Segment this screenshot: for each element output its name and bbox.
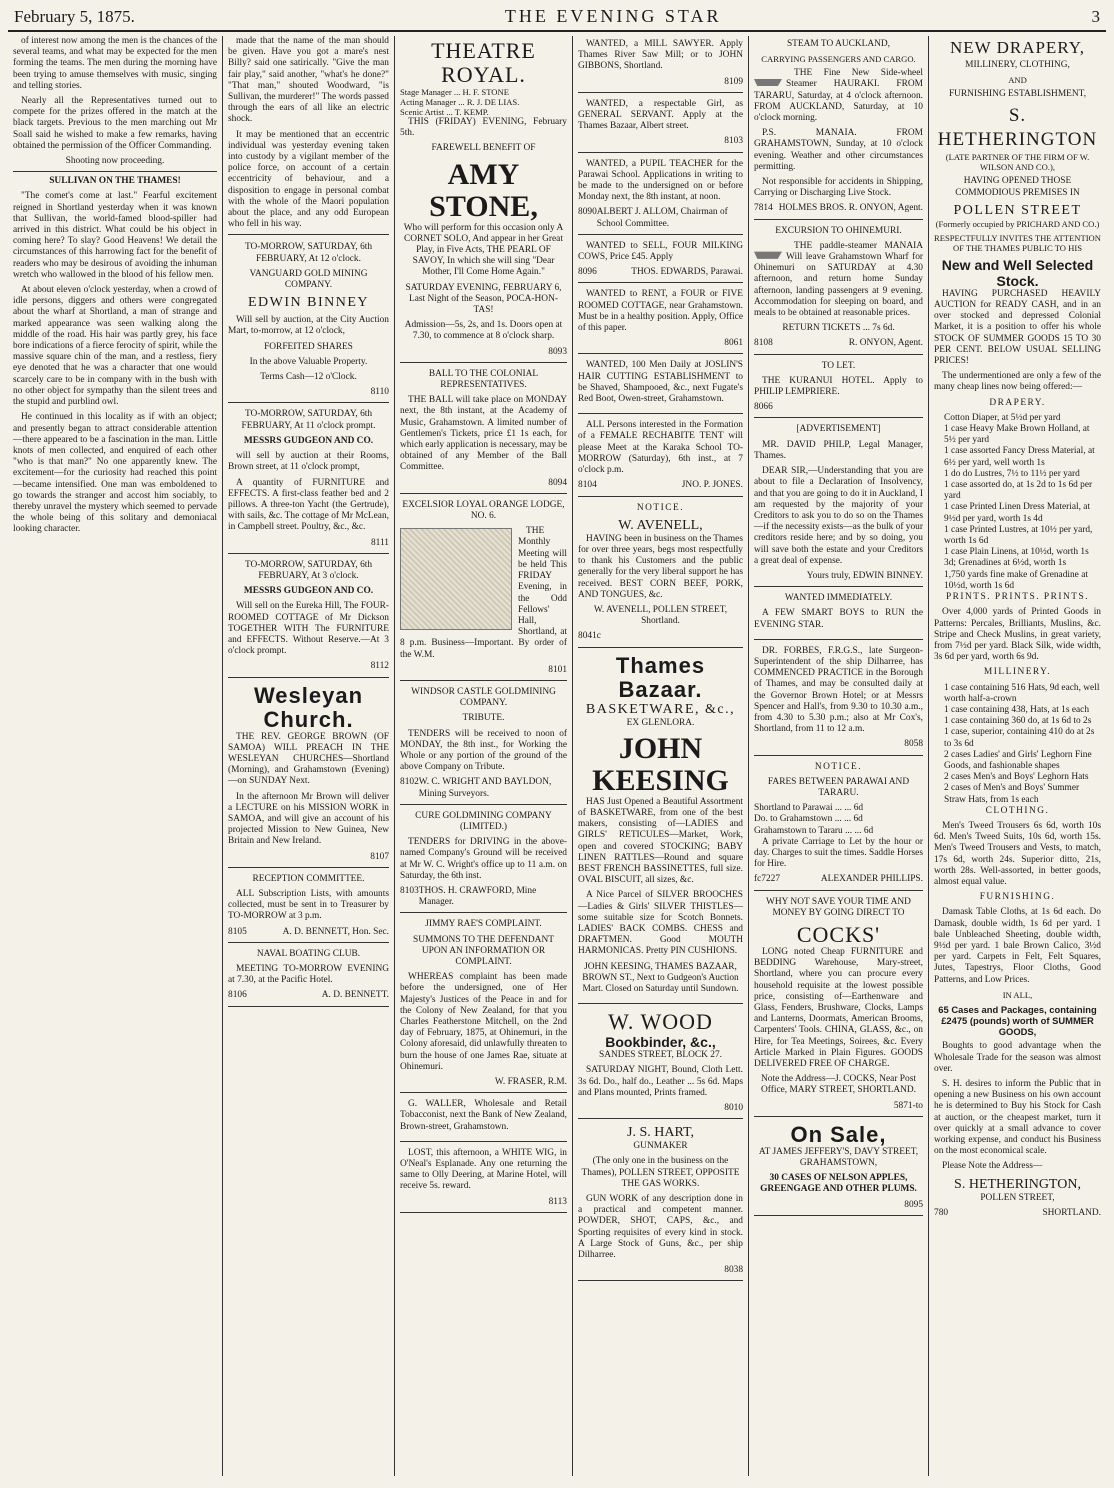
ad-hart xyxy=(578,1122,743,1281)
ad-body: Over 4,000 yards of Printed Goods in Patterns: Percales, Brilliants, Muslins, &c. Stripe and Check Muslins, in great variety, from 7½d per yard. Black Silk, wide width, 3s 6d per yard, worth 6s 9d. xyxy=(934,607,1101,663)
article-paragraph: made that the name of the man should be given. Have you got a mare's nest Billy? said one satirically. "Give the man fair play," said another, "what's he done?" "That man," shouted Woodward, "is Sullivan, the murderer!" The words passed through the ears of all like an electric shock. xyxy=(228,36,389,125)
ad-address: POLLEN STREET, xyxy=(980,1192,1055,1203)
performer-name: AMY STONE, xyxy=(429,157,538,223)
ad-subtitle: Bookbinder, &c., xyxy=(605,1034,716,1051)
ad-body: THE Fine New Side-wheel Steamer HAURAKI. FROM TARARU, Saturday, at 4 o'clock afternoon. FROM AUCKLAND, Saturday, at 10 o'clock morning. xyxy=(754,68,923,124)
ad-fares xyxy=(754,759,923,891)
ad-reception xyxy=(228,871,389,943)
section-heading: FURNISHING. xyxy=(979,892,1056,903)
article-paragraph: Nearly all the Representatives turned out to compete for the prizes offered in the match at the black targets. Previous to the men marching out Mr Soall said he wished to make a few remarks, having obtained the permission of the Officer Commanding. xyxy=(13,96,217,151)
ad-body: A private Carriage to Let by the hour or day. Charges to suit the times. Saddle Horses for Hire. xyxy=(754,836,923,870)
ad-keesing xyxy=(578,651,743,1005)
ad-title: EXCURSION TO OHINEMURI. xyxy=(775,225,902,236)
ad-body: GUN WORK of any description done in a practical and competent manner. POWDER, SHOT, CAPS, &c., and Sporting requisites of every kind in stock. A Large Stock of Guns, &c., per ship Dilharree. xyxy=(578,1194,743,1261)
issue-date: February 5, 1875. xyxy=(14,7,135,26)
ad-subtitle: FORFEITED SHARES xyxy=(264,341,353,352)
ad-subtitle: GUNMAKER xyxy=(633,1141,688,1152)
list-item: 2 cases Men's and Boys' Leghorn Hats xyxy=(944,772,1089,783)
ad-gudgeon-1 xyxy=(228,406,389,553)
newspaper-title: THE EVENING STAR xyxy=(504,6,722,26)
ad-address: SHORTLAND. xyxy=(1042,1207,1101,1218)
ad-subtitle: FAREWELL BENEFIT OF xyxy=(431,143,536,154)
ad-body: DR. FORBES, F.R.G.S., late Surgeon-Superintendent of the ship Dilharree, has COMMENCED PRACTICE in the Borough of Thames, and may be consulted daily at the Governor Brown Hotel; or at Messrs Spencer and Hall's, from 9.30 to 10.30 a.m., from 4.30 to 5.30 p.m.; also at Mr Cox's, Shortland, from 11 to 12 a.m. xyxy=(754,645,923,735)
ad-number: 8105 xyxy=(228,926,247,937)
ad-subtitle: FARES BETWEEN PARAWAI AND TARARU. xyxy=(767,776,910,798)
ad-title: CURE GOLDMINING COMPANY (LIMITED.) xyxy=(415,810,552,832)
ad-title: VANGUARD GOLD MINING COMPANY. xyxy=(249,268,368,291)
ad-title: JIMMY RAE'S COMPLAINT. xyxy=(425,919,542,930)
ad-body: S. H. desires to inform the Public that in opening a new Business on his own account he is determined to Buy his Stock for Cash at auction, or the cheapest market, turn it over quickly at a small advance to cover working expense, and conduct his Business on the most economical scale. xyxy=(934,1079,1101,1157)
ad-title: NOTICE. xyxy=(814,761,863,772)
ad-note: IN ALL, xyxy=(1002,989,1033,1000)
merchant-name: JOHN KEESING xyxy=(592,731,729,797)
merchant-name: S. HETHERINGTON, xyxy=(954,1176,1081,1192)
section-heading: PRINTS. PRINTS. PRINTS. xyxy=(945,592,1090,603)
ad-address: JOHN KEESING, THAMES BAZAAR, BROWN ST., Next to Gudgeon's Auction Mart. Closed on Saturday until Sundown. xyxy=(582,961,739,994)
ad-title: NAVAL BOATING CLUB. xyxy=(256,948,361,959)
ad-title: On Sale, xyxy=(790,1121,887,1147)
ad-subtitle: BASKETWARE, &c., xyxy=(585,701,736,717)
ad-body: WANTED to RENT, a FOUR or FIVE ROOMED COTTAGE, near Grahamstown. Must be in a healthy position. Apply, Office of this paper. xyxy=(578,289,743,334)
section-heading: CLOTHING. xyxy=(985,805,1050,816)
list-item: 2 cases of Men's and Boys' Summer Straw Hats, from 1s each xyxy=(944,783,1080,805)
ad-body: THIS (FRIDAY) EVENING, February 5th. xyxy=(400,117,567,139)
ad-body: Admission—5s, 2s, and 1s. Doors open at 7.30, to commence at 8 o'clock sharp. xyxy=(404,320,563,342)
ad-headline: New and Well Selected Stock. xyxy=(941,256,1094,289)
ad-to-let xyxy=(754,358,923,419)
ad-body: The undermentioned are only a few of the many cheap lines now being offered:— xyxy=(934,371,1101,393)
ad-number: 8093 xyxy=(548,346,567,357)
ad-address: (The only one in the business on the Thames), POLLEN STREET, OPPOSITE THE GAS WORKS. xyxy=(581,1156,740,1189)
list-item: Cotton Diaper, at 5½d per yard xyxy=(944,412,1061,423)
merchant-name: S. HETHERINGTON xyxy=(937,105,1098,151)
column-2 xyxy=(223,36,395,1476)
list-item: 1,750 yards fine make of Grenadine at 10½d, worth 1s 6d xyxy=(944,569,1088,591)
merchant-name: W. WOOD xyxy=(608,1009,713,1035)
section-heading: DRAPERY. xyxy=(989,397,1046,408)
ad-label: [ADVERTISEMENT] xyxy=(796,424,881,435)
ad-number: 8058 xyxy=(904,739,923,750)
ad-body: ALL Persons interested in the Formation of a FEMALE RECHABITE TENT will please Meet at the Karaka School TO-MORROW (Saturday), 6th inst., at 7 o'clock p.m. xyxy=(578,420,743,476)
ad-body: THE REV. GEORGE BROWN (OF SAMOA) WILL PREACH IN THE WESLEYAN CHURCHES—Shortland (Morning), and Grahamstown (Evening)—on SUNDAY Next. xyxy=(228,731,389,787)
ad-number: 8010 xyxy=(724,1103,743,1113)
ad-number: 8041c xyxy=(578,631,601,642)
columns xyxy=(8,36,1106,1476)
ad-number: 8103 xyxy=(400,885,419,896)
ad-title: WINDSOR CASTLE GOLDMINING COMPANY. xyxy=(411,686,556,709)
ad-body: Will sell on the Eureka Hill, The FOUR-ROOMED COTTAGE of Mr Dickson TOGETHER WITH The FURNITURE and EFFECTS. Without Reserve.—At 3 o'clock prompt. xyxy=(228,601,389,657)
ad-vanguard xyxy=(228,239,389,403)
ad-number: 8101 xyxy=(548,664,567,675)
ad-naval xyxy=(228,946,389,1007)
ad-signature: W. FRASER, R.M. xyxy=(494,1077,567,1088)
ad-number: 8107 xyxy=(370,851,389,862)
ad-philp-letter xyxy=(754,421,923,587)
ad-gudgeon-2 xyxy=(228,557,389,678)
theatre-staff-2: Scenic Artist ... T. KEMP. xyxy=(400,107,489,117)
ad-waller xyxy=(400,1096,567,1142)
ad-subtitle: MILLINERY, CLOTHING, xyxy=(965,60,1070,70)
ad-number: 8095 xyxy=(904,1199,923,1210)
ad-body: will sell by auction at their Rooms, Brown street, at 11 o'clock prompt, xyxy=(228,451,389,473)
ad-rent xyxy=(578,286,743,354)
ad-body: G. WALLER, Wholesale and Retail Tobacconist, next the Bank of New Zealand, Brown-street, Grahamstown. xyxy=(400,1099,567,1132)
ad-wesleyan xyxy=(228,681,389,868)
ad-lodge xyxy=(400,497,567,681)
article-paragraph: He continued in this locality as if with an object; and presently began to attract considerable attention—there appeared to be a fascination in the man. Little knots of men collected, and enquired of each other "who is that man?" No one apparently knew. The excitement—for the curiosity had reached this point—became intensified. One man was emboldened to go towards the stranger and accost him sociably, to thereby unravel the mystery which seemed to pervade the whole being of this solitary and demoniacal looking character. xyxy=(13,412,217,535)
ad-number: 8038 xyxy=(724,1265,743,1276)
ad-date: TO-MORROW, SATURDAY, 6th FEBRUARY, At 3 o'clock. xyxy=(244,559,373,581)
column-6 xyxy=(929,36,1106,1476)
ad-title: Wesleyan Church. xyxy=(253,682,364,732)
column-1 xyxy=(8,36,223,1476)
list-item: 2 cases Ladies' and Girls' Leghorn Fine Goods, and fashionable shapes xyxy=(944,749,1092,771)
ad-body: In the afternoon Mr Brown will deliver a LECTURE on his MISSION WORK in SAMOA, and will give an account of his projected Mission to New Guinea, New Britain and New Ireland. xyxy=(228,791,389,847)
ad-street: POLLEN STREET xyxy=(953,202,1082,218)
ad-cure xyxy=(400,808,567,914)
ad-body: THE paddle-steamer MANAIA Will leave Grahamstown Wharf for Ohinemuri on SATURDAY at 4.30 afternoon, and return home Sunday afternoon, landing passengers at 9 evening. Accommodation for sleeping on board, and meals to be obtained at reasonable prices. xyxy=(754,240,923,319)
ad-number: 8108 xyxy=(754,338,773,349)
article-paragraph: of interest now among the men is the chances of the several teams, and what may be expected for the men forming the teams. The men during the morning have been trying to amuse themselves with music, singing and telling stories. xyxy=(13,36,217,91)
ad-body: WANTED, a respectable Girl, as GENERAL SERVANT. Apply at the Thames Bazaar, Albert street. xyxy=(578,98,743,132)
ad-body: P.S. MANAIA. FROM GRAHAMSTOWN, Sunday, at 10 o'clock evening. Weather and other circumstances permitting. xyxy=(754,128,923,172)
ad-body: HAVING been in business on the Thames for over three years, begs most respectfully to thank his Customers and the public generally for the very liberal support he has received. BEST CORN BEEF, PORK, AND TONGUES, &c. xyxy=(578,533,743,600)
masthead xyxy=(8,6,1106,32)
ad-title: NEW DRAPERY, xyxy=(949,38,1086,57)
ad-signature: HOLMES BROS. R. ONYON, Agent. xyxy=(778,203,923,214)
ad-title: NOTICE. xyxy=(636,502,685,513)
list-item: 1 case Plain Linens, at 10½d, worth 1s 3d; Grenadines at 6½d, worth 1s xyxy=(944,547,1089,569)
merchant-name: COCKS' xyxy=(796,922,881,947)
ad-address: Note the Address—J. COCKS, Near Post Office, MARY STREET, SHORTLAND. xyxy=(761,1074,916,1096)
ad-body: THE BALL will take place on MONDAY next, the 8th instant, at the Academy of Music, Grahamstown. A limited number of Gentlemen's Tickets, price £1 1s each, for which early application is necessary, may be obtained of any Member of the Ball Committee. xyxy=(400,395,567,473)
ad-lost xyxy=(400,1145,567,1213)
merchant-name: J. S. HART, xyxy=(627,1125,694,1141)
ad-pupil-teacher xyxy=(578,156,743,235)
ad-signature: R. ONYON, Agent. xyxy=(848,338,923,349)
ad-number: 8090 xyxy=(578,207,597,218)
ad-note: (LATE PARTNER OF THE FIRM OF W. WILSON AND CO.), xyxy=(945,152,1090,173)
ad-address: AT JAMES JEFFERY'S, DAVY STREET, GRAHAMSTOWN, xyxy=(758,1146,919,1169)
ad-note: Please Note the Address— xyxy=(942,1161,1043,1172)
ad-number: 8110 xyxy=(370,387,389,398)
ad-body: WANTED to SELL, FOUR MILKING COWS, Price £45. Apply xyxy=(578,240,743,263)
ad-subtitle: AND xyxy=(1008,75,1027,86)
ad-subtitle: SUMMONS TO THE DEFENDANT UPON AN INFORMATION OR COMPLAINT. xyxy=(413,934,554,967)
ad-title: BALL TO THE COLONIAL REPRESENTATIVES. xyxy=(428,368,539,391)
list-item: 1 case assorted Fancy Dress Material, at 6½ per yard, well worth 1s xyxy=(944,446,1095,468)
article-paragraph: "The comet's come at last." Fearful excitement reigned in Shortland yesterday when it was known that Sullivan, the world-famed blood-spiller had arrived in this district. What could be his object in coming here? To slay? Good Heavens! We detail the circumstances of this harrowing fact for the benefit of readers who may be desirous of avoiding the inhuman wretch who wallowed in the blood of his fellow men. xyxy=(13,191,217,280)
ad-number: 8103 xyxy=(724,136,743,147)
ad-body: SATURDAY EVENING, FEBRUARY 6, Last Night of the Season, POCA-HON-TAS! xyxy=(405,282,562,316)
ad-body: HAS Just Opened a Beautiful Assortment of BASKETWARE, from one of the best makers, consisting of—LADIES and GIRLS' RETICULES—Market, Work, open and covered STOCKING; BABY LINEN RATTLES—Round and square BEST FRENCH BASSINETTES, full size. OVAL BISCUIT, all sizes, &c. xyxy=(578,796,743,886)
ad-body: Will sell by auction, at the City Auction Mart, to-morrow, at 12 o'clock, xyxy=(228,315,389,337)
ad-body: WANTED, a MILL SAWYER. Apply Thames River Saw Mill; or to JOHN GIBBONS, Shortland. xyxy=(578,39,743,72)
ad-number: 8113 xyxy=(548,1196,567,1207)
ad-title: TO LET. xyxy=(821,360,856,371)
ad-excursion xyxy=(754,223,923,355)
ad-signature: A. D. BENNETT. xyxy=(321,990,389,1001)
ad-number: 8112 xyxy=(370,661,389,672)
list-item: 1 case assorted do, at 1s 2d to 1s 6d per yard xyxy=(944,480,1093,502)
article-paragraph: It may be mentioned that an eccentric individual was yesterday evening taken into custody by a vigilant member of the police force, on account of a certain eccentricity of behaviour, and a disposition to engage in personal combat with the whole of the Maori population about the place, and any odd European who fell in his way. xyxy=(228,129,389,230)
ad-signature: Yours truly, EDWIN BINNEY. xyxy=(806,570,923,581)
list-item: 1 case containing 516 Hats, 9d each, well worth half-a-crown xyxy=(944,682,1100,704)
ad-body: Men's Tweed Trousers 6s 6d, worth 10s 6d. Men's Tweed Suits, 10s 6d, worth 15s. Men's Tweed Trousers and Vests, to match, 17s 6d, worth 24s. Superior ditto, 21s, worth 28s. Well-assorted, in better goods, almost equal value. xyxy=(934,820,1101,887)
ad-note: RESPECTFULLY INVITES THE ATTENTION OF THE THAMES PUBLIC TO HIS xyxy=(934,232,1101,253)
ad-ball xyxy=(400,366,567,494)
ad-title: Thames Bazaar. xyxy=(615,652,706,702)
ad-body: HAVING PURCHASED HEAVILY AUCTION for READY CASH, and in an over stocked and depressed Colonial Market, it is a position to offer his whole STOCK OF SUMMER GOODS 15 TO 30 PER CENT. BELOW USUAL SELLING PRICES! xyxy=(934,288,1101,367)
ad-signature: ALBERT J. ALLOM, Chairman of School Committee. xyxy=(596,207,728,229)
ad-tickets: RETURN TICKETS ... 7s 6d. xyxy=(782,323,895,334)
ad-subtitle: CARRYING PASSENGERS AND CARGO. xyxy=(761,54,916,65)
ad-body: SATURDAY NIGHT, Bound, Cloth Lett. 3s 6d. Do., half do., Leather ... 5s 6d. Maps and Plans mounted, Prints framed. xyxy=(578,1065,743,1098)
ad-body: LONG noted Cheap FURNITURE and BEDDING Warehouse, Mary-street, Shortland, where you can procure every household requisite at the lowest possible price, consisting of—Earthenware and Glass, Fenders, Brushware, Clocks, Lamps and Lanterns, Doormats, American Brooms, Carpenters' Tools. CHINA, GLASS, &c., on Hire, for Tea Meetings, Soirees, &c. Every Article Marked in Plain Figures. GOODS DELIVERED FREE OF CHARGE. xyxy=(754,947,923,1070)
theatre-staff-0: Stage Manager ... H. F. STONE xyxy=(400,87,509,97)
list-item: 1 do do Lustres, 7½ to 11½ per yard xyxy=(944,468,1080,479)
ad-subtitle: In the above Valuable Property. xyxy=(249,356,368,367)
list-item: 1 case containing 360 do, at 1s 6d to 2s xyxy=(944,716,1092,727)
ad-title: THEATRE ROYAL. xyxy=(431,38,536,87)
ad-number: 7814 xyxy=(754,203,773,214)
list-item: 1 case Heavy Make Brown Holland, at 5½ per yard xyxy=(944,424,1090,446)
ad-subtitle: TRIBUTE. xyxy=(462,713,505,724)
ad-title: RECEPTION COMMITTEE. xyxy=(252,873,365,884)
fare-row: Shortland to Parawai ... ... 6d xyxy=(754,803,864,814)
column-5 xyxy=(749,36,929,1476)
ad-signature: W. C. WRIGHT AND BAYLDON, Mining Surveyors. xyxy=(418,777,552,799)
article-paragraph: Shooting now proceeding. xyxy=(65,156,165,167)
ad-body: THE KURANUI HOTEL. Apply to PHILIP LEMPRIERE. xyxy=(754,375,923,398)
ad-number: 8066 xyxy=(754,402,773,413)
ad-items: A quantity of FURNITURE and EFFECTS. A first-class feather bed and 2 pillows. A three-ton Yacht (the Gertrude), with sails, &c. The cottage of Mr McLean, in Campbell street. Poultry, &c., &c. xyxy=(228,477,389,533)
ad-cows xyxy=(578,238,743,284)
ad-body: WHEREAS complaint has been made before the undersigned, one of Her Majesty's Justices of the Peace in and for the Colony of New Zealand, for that you Charles Featherstone Mitchell, on the 2nd day of February, 1875, at Ohinemuri, in the Colony aforesaid, did unlawfully threaten to burn the house of one James Rae, situate at Ohinemuri. xyxy=(400,972,567,1072)
ad-number: 8096 xyxy=(578,267,597,278)
ad-boys xyxy=(754,590,923,640)
ad-title: MR. DAVID PHILP, Legal Manager, Thames. xyxy=(754,439,923,461)
ad-terms: Terms Cash—12 o'Clock. xyxy=(260,372,357,383)
ad-number: 8111 xyxy=(370,537,389,548)
list-item: 1 case Printed Linen Dress Material, at 9½d per yard, worth 1s 4d xyxy=(944,502,1091,524)
ad-number: fc7227 xyxy=(754,874,781,885)
list-item: 1 case, superior, containing 410 do at 2s to 3s 6d xyxy=(944,727,1095,749)
ad-cocks xyxy=(754,894,923,1117)
ad-windsor xyxy=(400,684,567,805)
theatre-staff-1: Acting Manager ... R. J. DE LIAS. xyxy=(400,97,520,107)
ad-body: Who will perform for this occasion only A CORNET SOLO, And appear in her Great Play, in Five Acts, THE PEARL OF SAVOY, In which she will sing "Dear Mother, I'll Come Home Again." xyxy=(403,222,564,278)
ad-note: (Formerly occupied by PRICHARD AND CO.) xyxy=(935,218,1100,229)
fare-row: Do. to Grahamstown ... ... 6d xyxy=(754,814,863,825)
ad-number: 8104 xyxy=(578,480,597,491)
ad-address: W. AVENELL, POLLEN STREET, Shortland. xyxy=(593,604,728,627)
ad-body: A FEW SMART BOYS to RUN the EVENING STAR. xyxy=(754,608,923,630)
ad-signature: A. D. BENNETT, Hon. Sec. xyxy=(282,926,389,937)
ad-body: ALL Subscription Lists, with amounts collected, must be sent in to Treasurer by TO-MORROW at 3 p.m. xyxy=(228,888,389,922)
auctioneer-name: MESSRS GUDGEON AND CO. xyxy=(243,586,374,597)
equestrian-engraving xyxy=(400,528,512,630)
ad-subtitle: FURNISHING ESTABLISHMENT, xyxy=(948,89,1087,100)
ad-date: TO-MORROW, SATURDAY, 6th FEBRUARY, At 12 o'clock. xyxy=(244,242,373,264)
ad-number: 8106 xyxy=(228,990,247,1001)
ad-subtitle: EX GLENLORA. xyxy=(626,717,695,728)
ad-title: STEAM TO AUCKLAND, xyxy=(786,39,891,49)
ad-title: EXCELSIOR LOYAL ORANGE LODGE, NO. 6. xyxy=(402,499,565,522)
auctioneer-name: MESSRS GUDGEON AND CO. xyxy=(243,435,374,446)
ad-number: 8061 xyxy=(724,338,743,349)
ad-headline: 65 Cases and Packages, containing £2475 (pounds) worth of SUMMER GOODS, xyxy=(938,1003,1097,1038)
ad-body: Not responsible for accidents in Shipping, Carrying or Discharging Live Stock. xyxy=(754,177,923,199)
ad-body: DEAR SIR,—Understanding that you are about to file a Declaration of Insolvency, and that you are going to do it in Auckland, I am requested by the majority of your Creditors to ask you to do so on the Thames—if the necessity exists—as the bulk of your creditors reside here; and by so doing, you will save both the estate and your Creditors a great deal of expense. xyxy=(754,466,923,566)
ad-items: 30 CASES OF NELSON APPLES, GREENGAGE AND OTHER PLUMS. xyxy=(760,1173,917,1195)
ad-number: 5871-to xyxy=(893,1100,923,1111)
list-item: 1 case containing 438, Hats, at 1s each xyxy=(944,704,1090,715)
ad-joslin xyxy=(578,357,743,414)
page-number: 3 xyxy=(1091,7,1100,26)
ad-jimmy-rae xyxy=(400,916,567,1093)
ad-body: Damask Table Cloths, at 1s 6d each. Do Damask, double width, 1s 6d per yard. 1 bale Unbleached Sheeting, double width, 9½d per yard. 1 bale Brown Calico, 3½d per yard. Carpets in Felt, Felt Squares, Jutes, Tapestrys, Floor Cloths, Good Patterns, and Low Prices. xyxy=(934,907,1101,985)
ad-title: WANTED IMMEDIATELY. xyxy=(784,593,893,604)
merchant-name: W. AVENELL, xyxy=(618,517,703,533)
ad-body: TENDERS for DRIVING in the above-named Company's Ground will be received at Mr W. C. Wright's office up to 11 a.m. on Saturday, the 6th inst. xyxy=(400,837,567,881)
column-3 xyxy=(395,36,573,1476)
ad-theatre xyxy=(400,36,567,363)
ad-number: 8102 xyxy=(400,777,419,788)
article-paragraph: At about eleven o'clock yesterday, when a crowd of idle persons, diggers and others were congregated about the wharf at Shortland, a man of strange and marked appearance was seen walking along the middle of the road. His hair was partly grey, his face bore indications of a fierce ferocity of spirit, while the massive square chin of the man, and a restless, fiery eye denoted that he was a character that one would scarcely care to be in company with in the bush with no other object for sympathy than the silent trees and the stupid and purblind owl. xyxy=(13,285,217,408)
ad-date: TO-MORROW, SATURDAY, 6th FEBRUARY, At 11 o'clock prompt. xyxy=(241,409,376,431)
ad-number: 8094 xyxy=(548,477,567,488)
ad-note: HAVING OPENED THOSE COMMODIOUS PREMISES IN xyxy=(955,176,1080,198)
ad-body: MEETING TO-MORROW EVENING at 7.30, at the Pacific Hotel. xyxy=(228,964,389,986)
ad-address: SANDES STREET, BLOCK 27. xyxy=(598,1050,722,1061)
ad-body: Boughts to good advantage when the Wholesale Trade for the season was almost over. xyxy=(934,1041,1101,1074)
ad-wood xyxy=(578,1007,743,1119)
fare-row: Grahamstown to Tararu ... ... 6d xyxy=(754,825,874,836)
list-item: 1 case Printed Lustres, at 10½ per yard, worth 1s 6d xyxy=(944,524,1093,547)
ad-body: WANTED, 100 Men Daily at JOSLIN'S HAIR CUTTING ESTABLISHMENT to be Shaved, Shampooed, &c., next Fugate's Red Boot, Owen-street, Grahamstown. xyxy=(578,360,743,405)
ad-avenell xyxy=(578,500,743,648)
ad-number: 8109 xyxy=(724,76,743,87)
ad-jeffery xyxy=(754,1120,923,1216)
ad-body: LOST, this afternoon, a WHITE WIG, in O'Neal's Esplanade. Any one returning the same to Olly Deering, at Marine Hotel, will receive 5s. reward. xyxy=(400,1147,567,1192)
ad-sawyer xyxy=(578,36,743,93)
ad-body: TENDERS will be received to noon of MONDAY, the 8th inst., for Working the Whole or any portion of the ground of the above Company on Tribute. xyxy=(400,728,567,773)
ad-signature: ALEXANDER PHILLIPS. xyxy=(820,874,923,885)
ad-signature: THOS. H. CRAWFORD, Mine Manager. xyxy=(418,885,537,908)
ad-girl xyxy=(578,96,743,153)
auctioneer-name: EDWIN BINNEY xyxy=(247,295,370,311)
ad-rechabite xyxy=(578,417,743,496)
column-4 xyxy=(573,36,749,1476)
ad-steam xyxy=(754,36,923,220)
ad-signature: JNO. P. JONES. xyxy=(681,480,743,491)
ad-body: WANTED, a PUPIL TEACHER for the Parawai School. Applications in writing to be made to the undersigned on or before Monday next, the 8th instant, at noon. xyxy=(578,158,743,203)
section-heading: MILLINERY. xyxy=(983,667,1052,678)
ad-number: 780 xyxy=(934,1207,949,1218)
ad-signature: THOS. EDWARDS, Parawai. xyxy=(631,267,743,278)
ad-subtitle: WHY NOT SAVE YOUR TIME AND MONEY BY GOING DIRECT TO xyxy=(766,896,911,918)
ad-body: THE Monthly Meeting will be held This FRIDAY Evening, in the Odd Fellows' Hall, Shortland, at 8 p.m. Business—Important. By order of the W.M. xyxy=(400,526,567,660)
ad-forbes xyxy=(754,643,923,756)
ad-body: A Nice Parcel of SILVER BROOCHES—Ladies & Girls' SILVER THISTLES—some suitable size for Scotch Bonnets. LADIES' BACK COMBS. CHESS and DRAFTMEN. Good MOUTH HARMONICAS. Pretty PIN CUSHIONS. xyxy=(578,890,743,957)
article-heading: SULLIVAN ON THE THAMES! xyxy=(49,176,181,187)
